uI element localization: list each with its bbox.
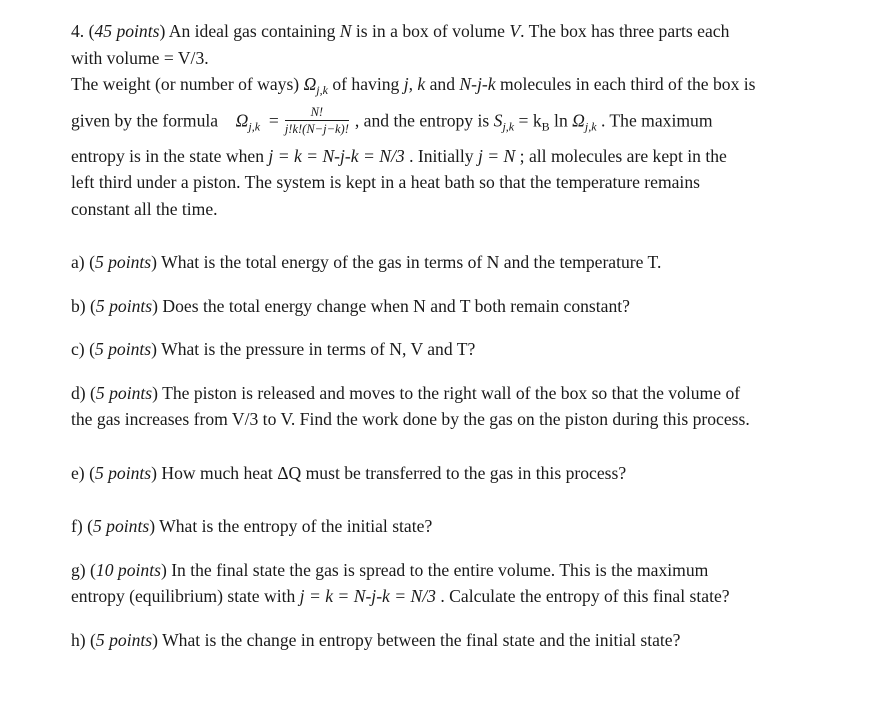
problem-line-7: constant all the time. (71, 198, 218, 219)
question-g: g) (10 points) In the final state the gas is spread to the entire volume. This is the maximum entropy (equilibrium) state with j = k = N-j-k = N/3 . Calculate the entropy of this final state? (71, 559, 730, 607)
problem-points: 45 points (94, 21, 160, 41)
question-c: c) (5 points) What is the pressure in terms of N, V and T? (71, 339, 476, 360)
problem-line-5: entropy is in the state when j = k = N-j-k = N/3 . Initially j = N ; all molecules are kept in the (71, 145, 727, 166)
question-d: d) (5 points) The piston is released and moves to the right wall of the box so that the volume of the gas increases from V/3 to V. Find the work done by the gas on the piston during this process. (71, 382, 750, 430)
problem-line-6: left third under a piston. The system is kept in a heat bath so that the temperature remains (71, 172, 700, 193)
problem-line-1: 4. (45 points) An ideal gas containing N is in a box of volume V. The box has three parts each (71, 21, 730, 41)
question-e: e) (5 points) How much heat ΔQ must be transferred to the gas in this process? (71, 462, 627, 483)
problem-statement (71, 18, 861, 222)
problem-line-2: with volume = V/3. (71, 47, 209, 68)
question-f: f) (5 points) What is the entropy of the initial state? (71, 516, 433, 537)
formula-line: given by the formula $\Omega_{j,k}$ = $\frac{N!}{j!k!(N-j-k)!}$ , and the entropy is $S_{j,k} = k_B$ $\ln \Omega_{j,k}$ . The maximum (71, 104, 713, 136)
document (71, 18, 861, 653)
weight-fraction: $\frac{N!}{j!k!(N-j-k)!}$ (284, 104, 349, 136)
question-h: h) (5 points) What is the change in entropy between the final state and the initial state? (71, 629, 681, 650)
question-a: a) (5 points) What is the total energy of the gas in terms of N and the temperature T. (71, 252, 662, 273)
problem-line-3: The weight (or number of ways) $\Omega_{j,k}$ of having j, k and N-j-k molecules in each third of the box is (71, 74, 756, 97)
question-b: b) (5 points) Does the total energy change when N and T both remain constant? (71, 295, 630, 316)
